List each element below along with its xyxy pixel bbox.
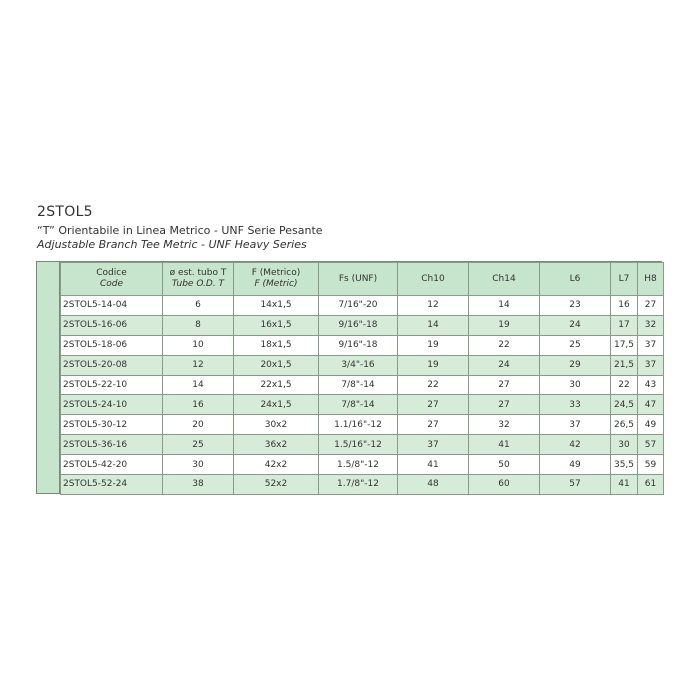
table-cell: 42x2 <box>234 455 319 475</box>
column-header-label: Fs (UNF) <box>338 273 378 284</box>
table-cell: 12 <box>398 296 469 316</box>
table-cell: 7/16"-20 <box>319 296 398 316</box>
table-cell: 25 <box>163 435 234 455</box>
table-cell: 43 <box>638 375 664 395</box>
table-cell: 33 <box>540 395 611 415</box>
table-cell: 52x2 <box>234 475 319 495</box>
column-header-label: Codice <box>96 268 127 278</box>
column-header <box>540 263 611 296</box>
table-cell: 27 <box>398 415 469 435</box>
table-cell: 38 <box>163 475 234 495</box>
table-cell: 24x1,5 <box>234 395 319 415</box>
product-code-cell: 2STOL5-16-06 <box>61 315 163 335</box>
product-code-cell: 2STOL5-52-24 <box>61 475 163 495</box>
table-cell: 57 <box>540 475 611 495</box>
table-cell: 22x1,5 <box>234 375 319 395</box>
table-cell: 9/16"-18 <box>319 335 398 355</box>
table-cell: 19 <box>469 315 540 335</box>
table-cell: 37 <box>540 415 611 435</box>
product-code-cell: 2STOL5-14-04 <box>61 296 163 316</box>
product-code-cell: 2STOL5-20-08 <box>61 355 163 375</box>
table-cell: 41 <box>611 475 638 495</box>
table-cell: 7/8"-14 <box>319 375 398 395</box>
table-cell: 24,5 <box>611 395 638 415</box>
table-cell: 14 <box>469 296 540 316</box>
table-cell: 12 <box>163 355 234 375</box>
product-code-cell: 2STOL5-42-20 <box>61 455 163 475</box>
column-header <box>469 263 540 296</box>
column-header <box>163 263 234 296</box>
table-cell: 16x1,5 <box>234 315 319 335</box>
table-cell: 37 <box>398 435 469 455</box>
table-cell: 1.1/16"-12 <box>319 415 398 435</box>
table-cell: 19 <box>398 335 469 355</box>
product-code-cell: 2STOL5-18-06 <box>61 335 163 355</box>
column-header-label: Ch14 <box>492 273 516 284</box>
column-header <box>638 263 664 296</box>
column-header-label: Ch10 <box>421 273 445 284</box>
table-cell: 17 <box>611 315 638 335</box>
table-cell: 10 <box>163 335 234 355</box>
table-cell: 25 <box>540 335 611 355</box>
table-cell: 21,5 <box>611 355 638 375</box>
table-cell: 60 <box>469 475 540 495</box>
table-cell: 49 <box>540 455 611 475</box>
table-cell: 30 <box>163 455 234 475</box>
table-row <box>61 435 664 455</box>
table-row <box>61 335 664 355</box>
column-header <box>611 263 638 296</box>
column-header-label: H8 <box>644 273 657 284</box>
table-cell: 22 <box>469 335 540 355</box>
table-cell: 27 <box>469 375 540 395</box>
table-cell: 14x1,5 <box>234 296 319 316</box>
table-cell: 18x1,5 <box>234 335 319 355</box>
table-cell: 32 <box>638 315 664 335</box>
table-cell: 23 <box>540 296 611 316</box>
subtitle-italian: “T” Orientabile in Linea Metrico - UNF Serie Pesante <box>37 224 323 237</box>
subtitle-english: Adjustable Branch Tee Metric - UNF Heavy Series <box>37 238 307 251</box>
table-body <box>61 296 664 495</box>
table-cell: 17,5 <box>611 335 638 355</box>
table-cell: 59 <box>638 455 664 475</box>
table-cell: 41 <box>398 455 469 475</box>
table-row <box>61 315 664 335</box>
table-row <box>61 355 664 375</box>
column-header <box>61 263 163 296</box>
table-cell: 16 <box>163 395 234 415</box>
table-row <box>61 475 664 495</box>
column-header-label-english: Tube O.D. T <box>171 279 225 289</box>
table-cell: 27 <box>469 395 540 415</box>
product-code-cell: 2STOL5-30-12 <box>61 415 163 435</box>
table-row <box>61 415 664 435</box>
table-cell: 47 <box>638 395 664 415</box>
spec-table-container <box>36 261 662 494</box>
column-header-label: F (Metrico) <box>251 268 301 278</box>
product-code-cell: 2STOL5-36-16 <box>61 435 163 455</box>
table-cell: 30x2 <box>234 415 319 435</box>
table-cell: 29 <box>540 355 611 375</box>
table-cell: 24 <box>540 315 611 335</box>
table-cell: 7/8"-14 <box>319 395 398 415</box>
table-cell: 9/16"-18 <box>319 315 398 335</box>
table-cell: 42 <box>540 435 611 455</box>
table-cell: 20x1,5 <box>234 355 319 375</box>
table-cell: 30 <box>540 375 611 395</box>
table-cell: 32 <box>469 415 540 435</box>
table-cell: 8 <box>163 315 234 335</box>
table-header-row <box>61 263 664 296</box>
table-cell: 14 <box>163 375 234 395</box>
table-cell: 37 <box>638 355 664 375</box>
table-row <box>61 395 664 415</box>
table-cell: 1.5/8"-12 <box>319 455 398 475</box>
column-header-label: L6 <box>569 273 581 284</box>
column-header-label: L7 <box>618 273 630 284</box>
table-cell: 61 <box>638 475 664 495</box>
table-cell: 22 <box>398 375 469 395</box>
table-cell: 1.5/16"-12 <box>319 435 398 455</box>
table-side-bar <box>37 262 60 493</box>
table-cell: 3/4"-16 <box>319 355 398 375</box>
table-cell: 1.7/8"-12 <box>319 475 398 495</box>
table-row <box>61 375 664 395</box>
table-cell: 14 <box>398 315 469 335</box>
table-cell: 19 <box>398 355 469 375</box>
table-cell: 27 <box>398 395 469 415</box>
column-header-label: ø est. tubo T <box>169 268 227 278</box>
table-cell: 48 <box>398 475 469 495</box>
product-code-cell: 2STOL5-24-10 <box>61 395 163 415</box>
table-cell: 16 <box>611 296 638 316</box>
table-cell: 41 <box>469 435 540 455</box>
table-cell: 50 <box>469 455 540 475</box>
table-cell: 22 <box>611 375 638 395</box>
table-cell: 6 <box>163 296 234 316</box>
spec-table <box>60 262 664 495</box>
product-title: 2STOL5 <box>37 204 93 220</box>
column-header <box>234 263 319 296</box>
column-header-label-english: F (Metric) <box>254 279 298 289</box>
column-header-label-english: Code <box>99 279 124 289</box>
table-cell: 20 <box>163 415 234 435</box>
table-cell: 37 <box>638 335 664 355</box>
table-cell: 24 <box>469 355 540 375</box>
table-cell: 57 <box>638 435 664 455</box>
table-cell: 26,5 <box>611 415 638 435</box>
product-code-cell: 2STOL5-22-10 <box>61 375 163 395</box>
table-row <box>61 296 664 316</box>
table-cell: 49 <box>638 415 664 435</box>
table-cell: 35,5 <box>611 455 638 475</box>
table-cell: 36x2 <box>234 435 319 455</box>
column-header <box>319 263 398 296</box>
table-cell: 27 <box>638 296 664 316</box>
column-header <box>398 263 469 296</box>
table-cell: 30 <box>611 435 638 455</box>
table-row <box>61 455 664 475</box>
